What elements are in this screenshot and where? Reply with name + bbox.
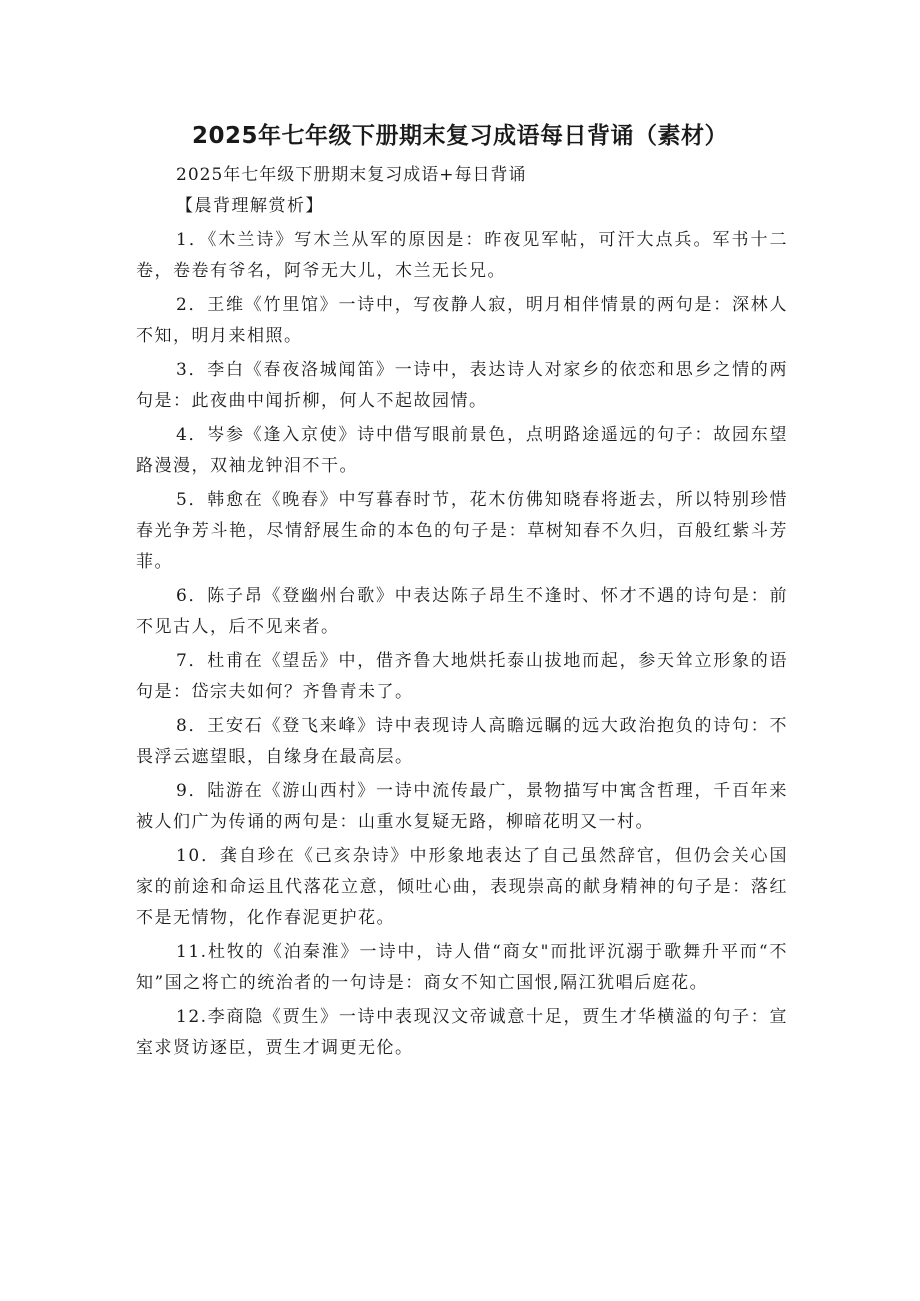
section-heading: 【晨背理解赏析】 bbox=[176, 196, 324, 216]
list-item: 5．韩愈在《晚春》中写暮春时节，花木仿佛知晓春将逝去，所以特别珍惜春光争芳斗艳，尽情舒展生命的本色的句子是：草树知春不久归，百般红紫斗芳菲。 bbox=[136, 490, 788, 572]
document-title: 2025年七年级下册期末复习成语每日背诵（素材） bbox=[191, 123, 728, 149]
list-item: 6．陈子昂《登幽州台歌》中表达陈子昂生不逢时、怀才不遇的诗句是：前不见古人，后不见来者。 bbox=[136, 586, 788, 637]
list-item: 12.李商隐《贾生》一诗中表现汉文帝诚意十足，贾生才华横溢的句子：宣室求贤访逐臣，贾生才调更无伦。 bbox=[136, 1007, 788, 1058]
list-item: 9．陆游在《游山西村》一诗中流传最广，景物描写中寓含哲理，千百年来被人们广为传诵的两句是：山重水复疑无路，柳暗花明又一村。 bbox=[136, 781, 788, 832]
list-item: 11.杜牧的《泊秦淮》一诗中，诗人借“商女"而批评沉溺于歌舞升平而“不知”国之将亡的统治者的一句诗是：商女不知亡国恨,隔江犹唱后庭花。 bbox=[136, 942, 788, 993]
list-item: 2．王维《竹里馆》一诗中，写夜静人寂，明月相伴情景的两句是：深林人不知，明月来相照。 bbox=[136, 295, 788, 346]
list-item: 1．《木兰诗》写木兰从军的原因是：昨夜见军帖，可汗大点兵。军书十二卷，卷卷有爷名，阿爷无大儿，木兰无长兄。 bbox=[136, 230, 788, 281]
list-item: 4．岑参《逢入京使》诗中借写眼前景色，点明路途遥远的句子：故园东望路漫漫，双袖龙钟泪不干。 bbox=[136, 425, 788, 476]
list-item: 3．李白《春夜洛城闻笛》一诗中，表达诗人对家乡的依恋和思乡之情的两句是：此夜曲中闻折柳，何人不起故园情。 bbox=[136, 360, 788, 411]
document-subtitle: 2025年七年级下册期末复习成语+每日背诵 bbox=[176, 165, 527, 185]
list-item: 7．杜甫在《望岳》中，借齐鲁大地烘托泰山拔地而起，参天耸立形象的语句是：岱宗夫如何？齐鲁青未了。 bbox=[136, 651, 788, 702]
document-body bbox=[136, 160, 788, 1064]
list-item: 10．龚自珍在《己亥杂诗》中形象地表达了自己虽然辞官，但仍会关心国家的前途和命运且代落花立意，倾吐心曲，表现崇高的献身精神的句子是：落红不是无情物，化作春泥更护花。 bbox=[136, 846, 788, 928]
list-item: 8．王安石《登飞来峰》诗中表现诗人高瞻远瞩的远大政治抱负的诗句：不畏浮云遮望眼，自缘身在最高层。 bbox=[136, 716, 788, 767]
